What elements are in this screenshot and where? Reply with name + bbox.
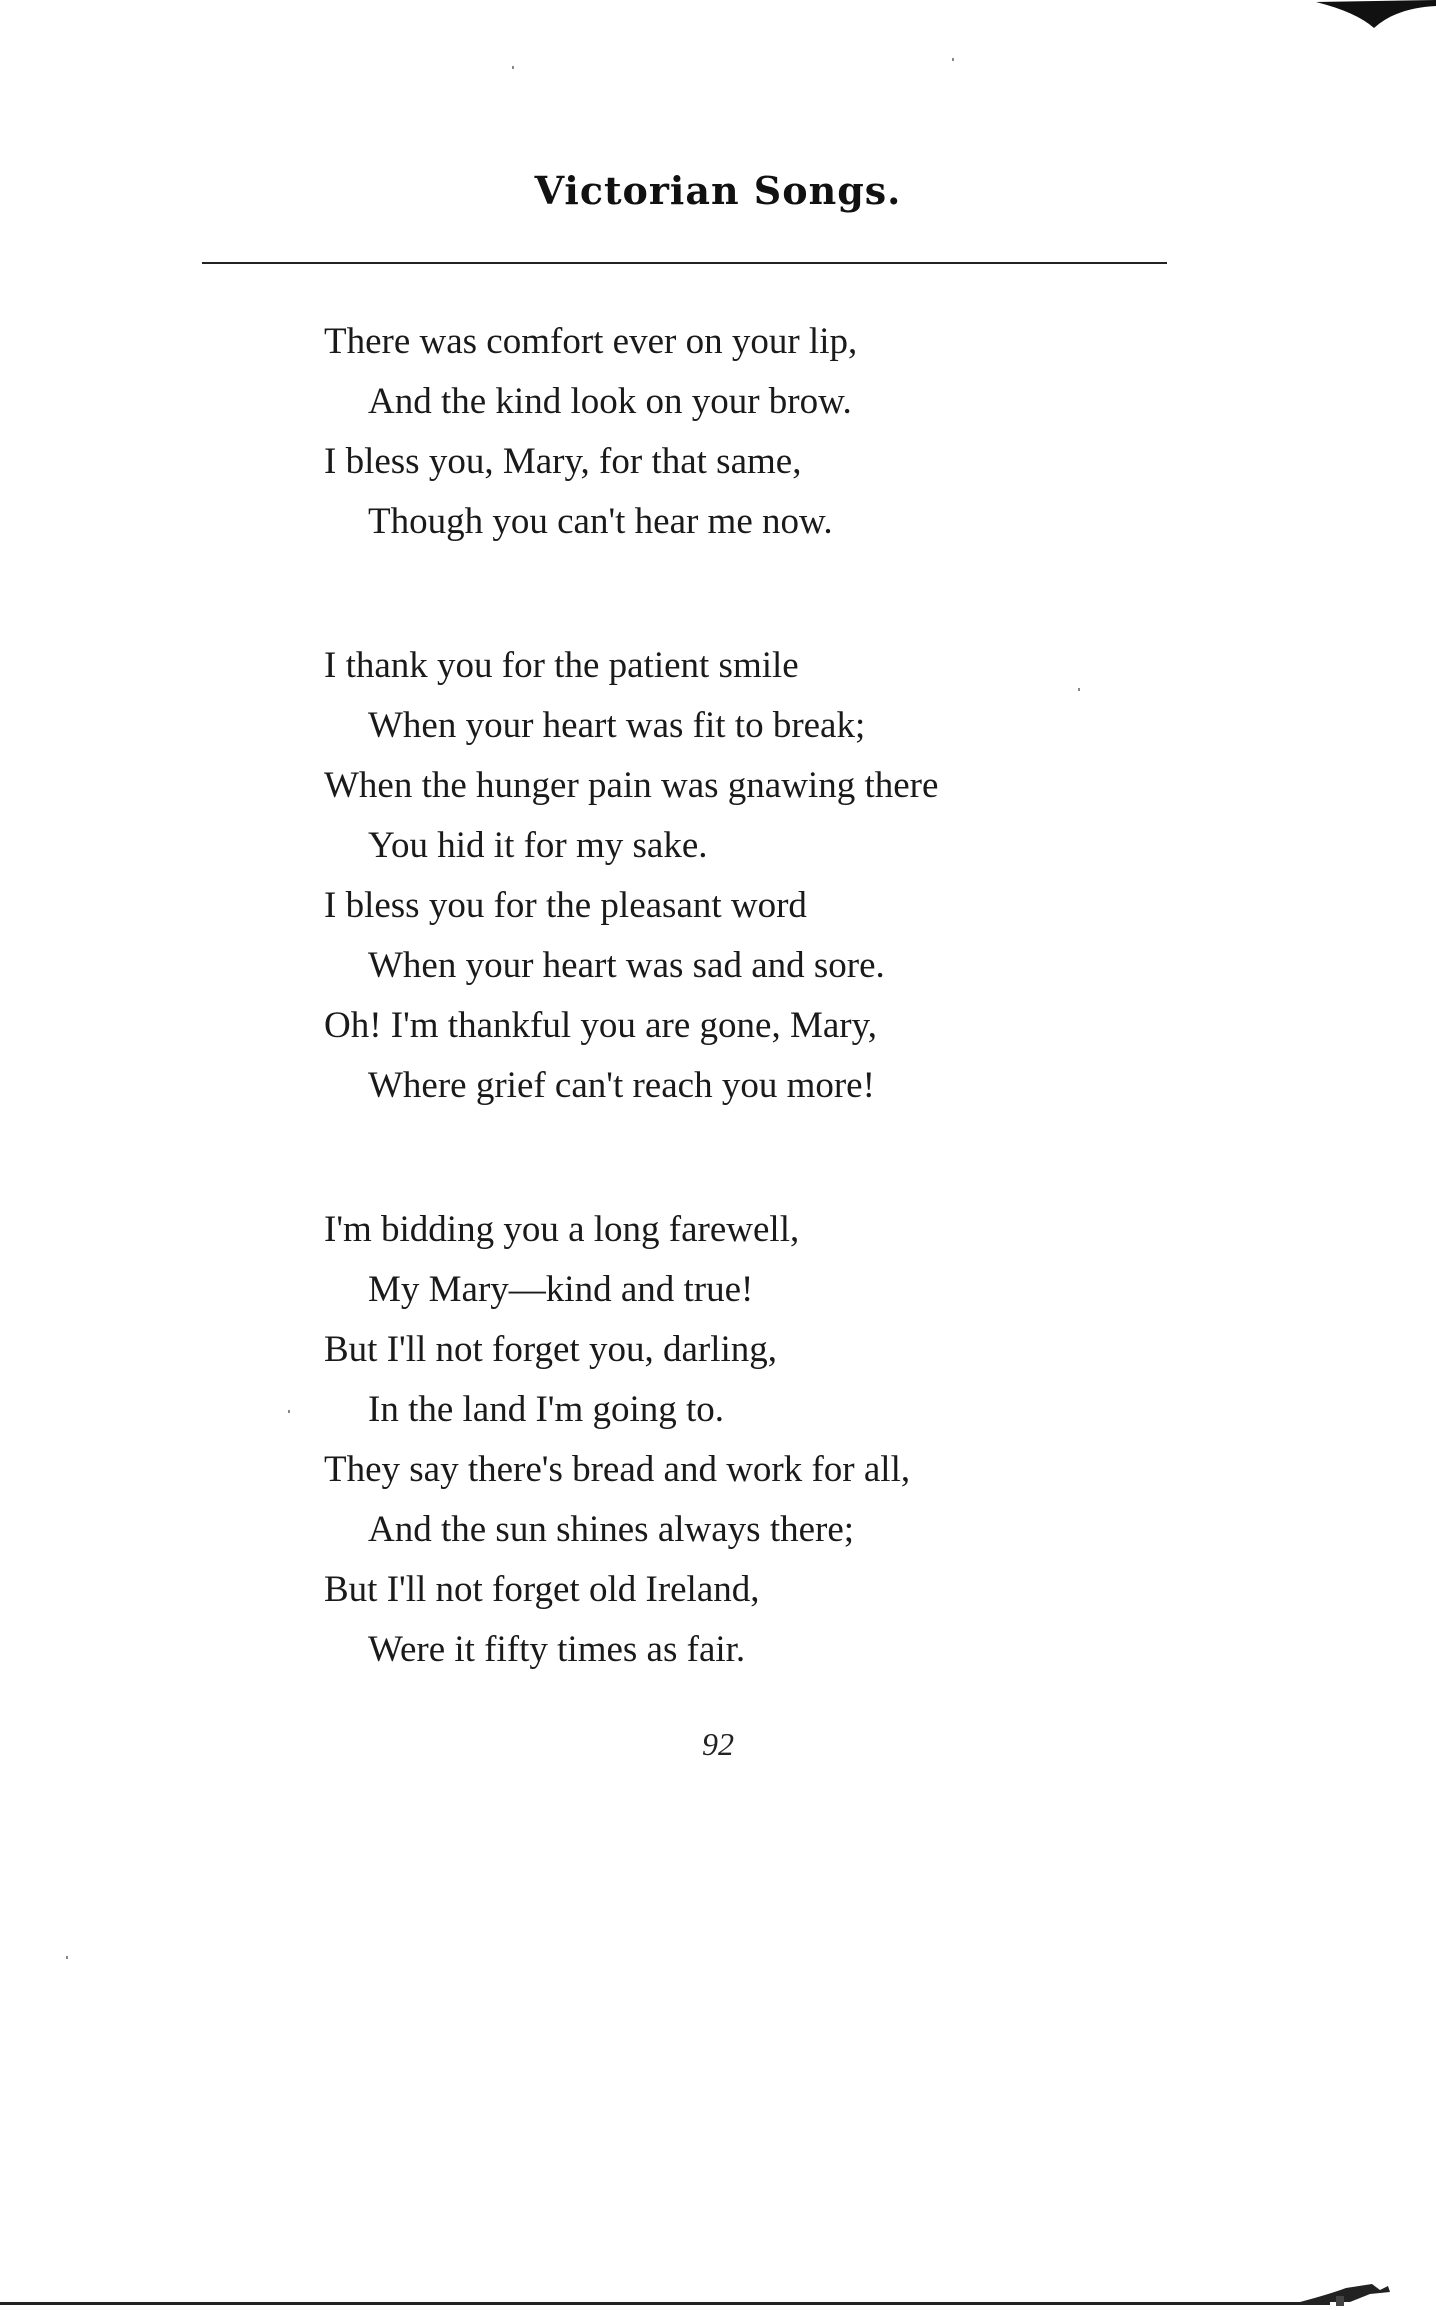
page-number: 92: [702, 1726, 734, 1762]
stanza-2: [324, 636, 1184, 1116]
poem-line: I thank you for the patient smile: [324, 645, 799, 686]
poem-line: Were it fifty times as fair.: [368, 1629, 746, 1670]
scan-speck: [1078, 688, 1080, 691]
header-rule: [202, 262, 1167, 264]
poem-line: Oh! I'm thankful you are gone, Mary,: [324, 1005, 877, 1046]
scan-speck: [288, 1410, 290, 1413]
poem-line: They say there's bread and work for all,: [324, 1449, 911, 1490]
poem-line: And the kind look on your brow.: [368, 381, 852, 422]
scan-speck: [952, 58, 954, 61]
stanza-1: [324, 312, 1184, 552]
poem-line: My Mary—kind and true!: [368, 1269, 754, 1310]
poem-line: I bless you, Mary, for that same,: [324, 441, 802, 482]
poem-line: In the land I'm going to.: [368, 1389, 725, 1430]
stanza-3: [324, 1200, 1184, 1680]
poem: [324, 312, 1184, 1764]
bottom-rule: [0, 2280, 1436, 2310]
poem-line: When your heart was fit to break;: [368, 705, 866, 746]
scan-speck: [512, 66, 514, 69]
running-head-title: Victorian Songs.: [534, 168, 902, 213]
poem-line: You hid it for my sake.: [368, 825, 708, 866]
scan-speck: [66, 1956, 68, 1959]
poem-line: But I'll not forget old Ireland,: [324, 1569, 760, 1610]
poem-line: I bless you for the pleasant word: [324, 885, 807, 926]
poem-line: I'm bidding you a long farewell,: [324, 1209, 800, 1250]
poem-line: There was comfort ever on your lip,: [324, 321, 858, 362]
poem-line: When the hunger pain was gnawing there: [324, 765, 939, 806]
printers-mark-top: [1316, 0, 1436, 30]
poem-line: Though you can't hear me now.: [368, 501, 833, 542]
poem-line: And the sun shines always there;: [368, 1509, 855, 1550]
poem-line: Where grief can't reach you more!: [368, 1065, 875, 1106]
poem-line: But I'll not forget you, darling,: [324, 1329, 778, 1370]
poem-line: When your heart was sad and sore.: [368, 945, 885, 986]
